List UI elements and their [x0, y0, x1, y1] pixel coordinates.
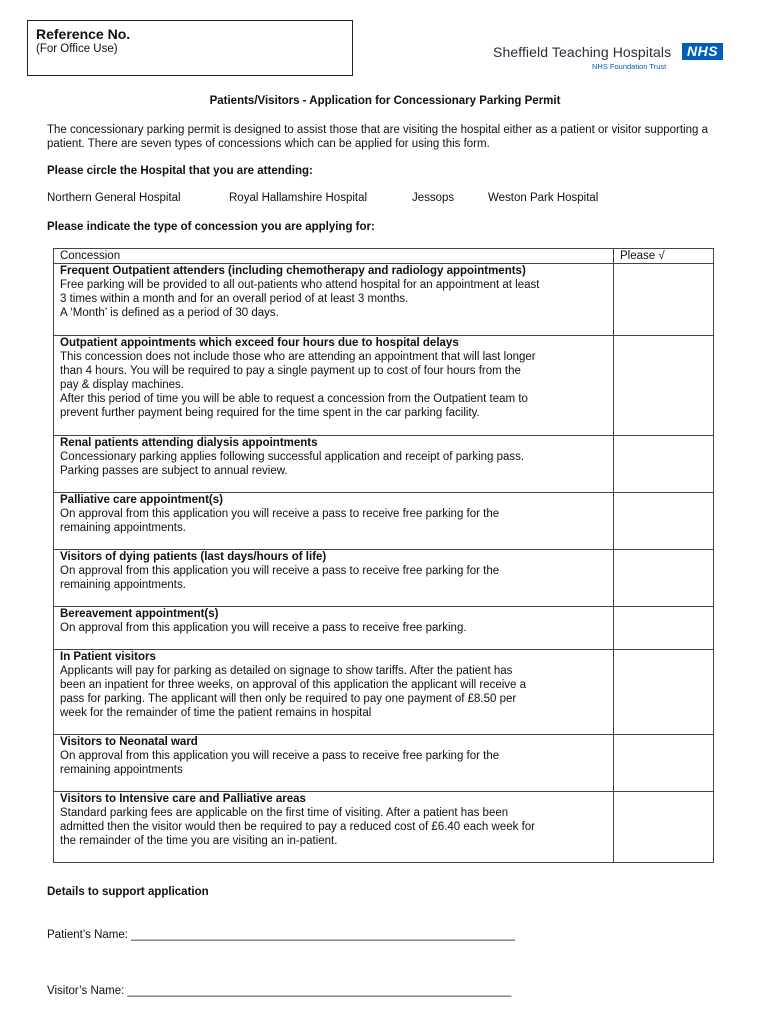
concession-title: Outpatient appointments which exceed four hours due to hospital delays [60, 337, 459, 349]
concession-title: Bereavement appointment(s) [60, 608, 219, 620]
concession-text: been an inpatient for three weeks, on approval of this application the applicant will receive a [60, 679, 527, 691]
hospital-option[interactable]: Weston Park Hospital [488, 192, 599, 204]
reference-box [27, 20, 353, 76]
concession-title: Renal patients attending dialysis appointments [60, 437, 318, 449]
concession-text: the remainder of the time you are visiting an in-patient. [60, 835, 338, 847]
concession-text: After this period of time you will be able to request a concession from the Outpatient team to [60, 393, 528, 405]
hospital-option[interactable]: Royal Hallamshire Hospital [229, 192, 368, 204]
table-header-row [54, 249, 714, 264]
concession-text: Standard parking fees are applicable on the first time of visiting. After a patient has been [60, 807, 509, 819]
concession-text: pay & display machines. [60, 379, 185, 391]
concession-title: Visitors of dying patients (last days/hours of life) [60, 551, 327, 563]
concession-text: On approval from this application you will receive a pass to receive free parking for the [60, 750, 500, 762]
details-heading: Details to support application [47, 886, 209, 898]
nhs-logo [493, 42, 725, 70]
concession-cell [54, 607, 614, 650]
concession-text: prevent further payment being required for the time spent in the car parking facility. [60, 407, 480, 419]
tick-cell[interactable] [614, 436, 714, 493]
tick-cell[interactable] [614, 607, 714, 650]
tick-cell[interactable] [614, 264, 714, 336]
tick-cell[interactable] [614, 650, 714, 735]
intro-paragraph: The concessionary parking permit is designed to assist those that are visiting the hospital either as a patient or visitor supporting a patient. There are seven types of concessions which can be applied for using this form. [47, 124, 708, 150]
concession-title: Visitors to Intensive care and Palliative areas [60, 793, 306, 805]
tick-cell[interactable] [614, 336, 714, 436]
concession-text: pass for parking. The applicant will then only be required to pay one payment of £8.50 per [60, 693, 517, 705]
concession-text: Concessionary parking applies following successful application and receipt of parking pass. [60, 451, 525, 463]
concession-text: On approval from this application you will receive a pass to receive free parking. [60, 622, 467, 634]
concession-cell [54, 550, 614, 607]
table-row [54, 650, 714, 735]
form-title: Patients/Visitors - Application for Concessionary Parking Permit [209, 95, 561, 107]
header-concession: Concession [54, 249, 614, 264]
concession-title: Palliative care appointment(s) [60, 494, 223, 506]
concession-text: Parking passes are subject to annual review. [60, 465, 288, 477]
concession-cell [54, 264, 614, 336]
table-row [54, 493, 714, 550]
concession-cell [54, 650, 614, 735]
table-row [54, 264, 714, 336]
concession-text: remaining appointments. [60, 579, 186, 591]
header-tick: Please √ [614, 249, 714, 264]
hospital-option[interactable]: Jessops [412, 192, 455, 204]
tick-cell[interactable] [614, 550, 714, 607]
concession-text: remaining appointments [60, 764, 183, 776]
concession-cell [54, 336, 614, 436]
concession-text: than 4 hours. You will be required to pay a single payment up to cost of four hours from the [60, 365, 521, 377]
table-row [54, 550, 714, 607]
concession-text: week for the remainder of time the patient remains in hospital [60, 707, 372, 719]
concession-cell [54, 436, 614, 493]
concession-text: admitted then the visitor would then be required to pay a reduced cost of £6.40 each week for [60, 821, 535, 833]
concession-text: A ‘Month’ is defined as a period of 30 days. [60, 307, 279, 319]
concession-table [53, 248, 714, 863]
concession-title: Visitors to Neonatal ward [60, 736, 198, 748]
table-row [54, 792, 714, 863]
patient-name-field[interactable]: Patient’s Name: ____________________________________________________________ [47, 929, 515, 941]
logo-organisation-name: Sheffield Teaching Hospitals [493, 44, 672, 60]
reference-title: Reference No. [36, 26, 131, 42]
concession-text: 3 times within a month and for an overall period of at least 3 months. [60, 293, 409, 305]
visitor-name-field[interactable]: Visitor’s Name: ____________________________________________________________ [47, 985, 512, 997]
concession-title: In Patient visitors [60, 651, 156, 663]
concession-text: remaining appointments. [60, 522, 186, 534]
hospital-option[interactable]: Northern General Hospital [47, 192, 181, 204]
concession-text: Applicants will pay for parking as detailed on signage to show tariffs. After the patient has [60, 665, 513, 677]
concession-cell [54, 493, 614, 550]
concession-question: Please indicate the type of concession you are applying for: [47, 221, 375, 233]
logo-trust-name: NHS Foundation Trust [592, 62, 667, 71]
concession-text: On approval from this application you will receive a pass to receive free parking for the [60, 508, 500, 520]
concession-cell [54, 735, 614, 792]
table-row [54, 735, 714, 792]
concession-text: This concession does not include those who are attending an appointment that will last longer [60, 351, 536, 363]
concession-text: On approval from this application you will receive a pass to receive free parking for the [60, 565, 500, 577]
tick-cell[interactable] [614, 493, 714, 550]
concession-text: Free parking will be provided to all out-patients who attend hospital for an appointment at least [60, 279, 540, 291]
concession-cell [54, 792, 614, 863]
table-row [54, 336, 714, 436]
concession-title: Frequent Outpatient attenders (including chemotherapy and radiology appointments) [60, 265, 526, 277]
nhs-badge: NHS [682, 43, 723, 60]
reference-subtitle: (For Office Use) [36, 43, 118, 55]
tick-cell[interactable] [614, 792, 714, 863]
table-row [54, 436, 714, 493]
hospital-question: Please circle the Hospital that you are attending: [47, 165, 313, 177]
tick-cell[interactable] [614, 735, 714, 792]
table-row [54, 607, 714, 650]
